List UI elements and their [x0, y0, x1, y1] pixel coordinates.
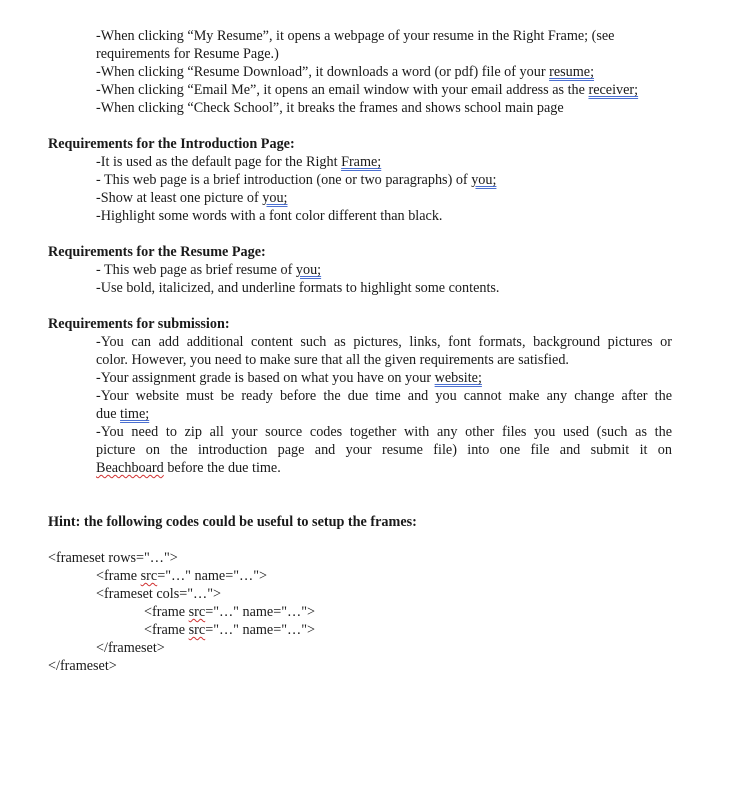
list-item — [96, 153, 381, 171]
text-line: -You need to zip all your source codes together with any other files you used (such as the — [96, 424, 672, 440]
code-line: </frameset> — [48, 658, 117, 674]
text-line: -When clicking “My Resume”, it opens a webpage of your resume in the Right Frame; (see — [96, 28, 615, 44]
text-segment: -When clicking “Resume Download”, it downloads a word (or pdf) file of your — [96, 64, 550, 80]
text-segment: - This web page as brief resume of — [96, 262, 296, 278]
code-line — [96, 567, 267, 585]
text-segment: - This web page is a brief introduction (one or two paragraphs) of — [96, 172, 472, 188]
text-line: -When clicking “Check School”, it breaks the frames and shows school main page — [96, 100, 564, 116]
list-item — [96, 261, 321, 279]
section-heading: Hint: the following codes could be useful to setup the frames: — [48, 514, 417, 530]
text-line: picture on the introduction page and your resume file) into one file and submit it on — [96, 442, 672, 458]
grammar-flag-word[interactable]: you; — [262, 190, 288, 206]
text-segment: -Show at least one picture of — [96, 190, 263, 206]
section-heading: Requirements for the Introduction Page: — [48, 136, 295, 152]
code-line — [144, 621, 315, 639]
code-segment: ="…" name="…"> — [157, 568, 268, 584]
spelling-flag-word[interactable]: src — [188, 604, 206, 620]
list-item: -Highlight some words with a font color different than black. — [96, 208, 443, 224]
spelling-flag-word[interactable]: src — [188, 622, 206, 638]
text-line: color. However, you need to make sure that all the given requirements are satisfied. — [96, 352, 569, 368]
text-segment: -It is used as the default page for the Right — [96, 154, 342, 170]
text-segment: -Your assignment grade is based on what you have on your — [96, 370, 435, 386]
spelling-flag-word[interactable]: src — [140, 568, 158, 584]
text-line — [96, 459, 281, 477]
grammar-flag-word[interactable]: Frame; — [341, 154, 382, 170]
code-segment: <frame — [144, 604, 189, 620]
code-segment: ="…" name="…"> — [205, 604, 316, 620]
grammar-flag-word[interactable]: resume; — [549, 64, 595, 80]
code-segment: ="…" name="…"> — [205, 622, 316, 638]
text-line — [96, 81, 638, 99]
grammar-flag-word[interactable]: you; — [295, 262, 322, 278]
code-segment: <frame — [144, 622, 189, 638]
grammar-flag-word[interactable]: website; — [434, 370, 482, 386]
text-line: -Your website must be ready before the due time and you cannot make any change after the — [96, 388, 672, 404]
text-line — [96, 405, 149, 423]
section-heading: Requirements for submission: — [48, 316, 230, 332]
text-segment: -When clicking “Email Me”, it opens an email window with your email address as the — [96, 82, 589, 98]
text-line — [96, 63, 594, 81]
text-line: requirements for Resume Page.) — [96, 46, 279, 62]
list-item — [96, 189, 288, 207]
code-line — [144, 603, 315, 621]
spelling-flag-word[interactable]: Beachboard — [96, 460, 164, 476]
text-line: -You can add additional content such as pictures, links, font formats, background pictures or — [96, 334, 672, 350]
text-segment: before the due time. — [163, 460, 281, 476]
code-line: <frameset rows="…"> — [48, 550, 178, 566]
text-segment: due — [96, 406, 121, 422]
grammar-flag-word[interactable]: receiver; — [588, 82, 639, 98]
grammar-flag-word[interactable]: time; — [120, 406, 150, 422]
grammar-flag-word[interactable]: you; — [471, 172, 497, 188]
section-heading: Requirements for the Resume Page: — [48, 244, 266, 260]
list-item — [96, 171, 496, 189]
text-line — [96, 369, 482, 387]
code-line: <frameset cols="…"> — [96, 586, 222, 602]
code-segment: <frame — [96, 568, 141, 584]
code-line: </frameset> — [96, 640, 165, 656]
list-item: -Use bold, italicized, and underline formats to highlight some contents. — [96, 280, 500, 296]
